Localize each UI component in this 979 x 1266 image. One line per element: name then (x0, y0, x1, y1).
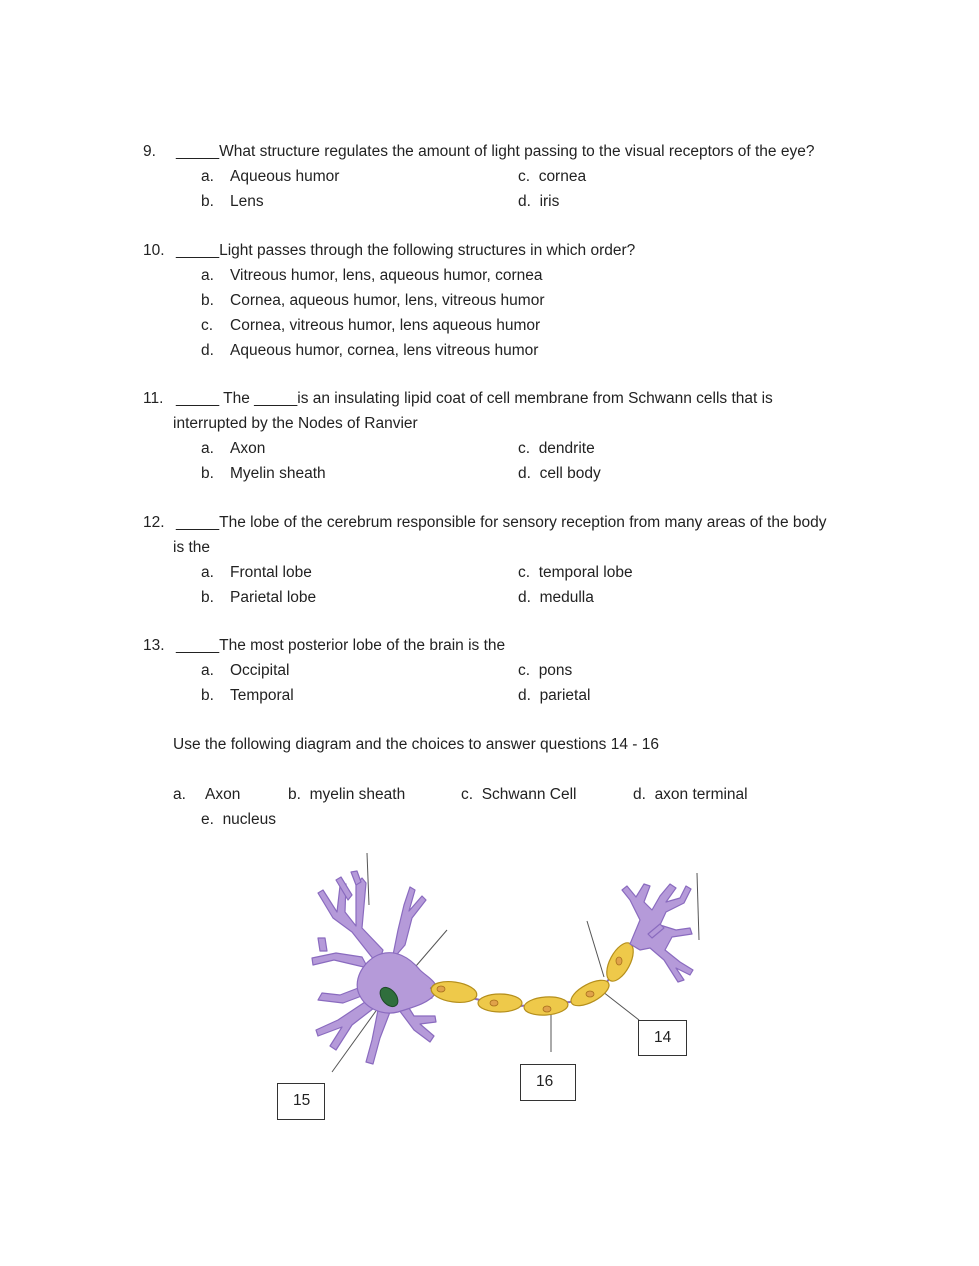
leader-line (367, 853, 369, 905)
choice-letter: b. (201, 687, 214, 704)
choice-text: Occipital (230, 662, 290, 679)
choice: c. dendrite (518, 440, 595, 457)
cell-body (312, 871, 436, 1064)
leader-line (697, 873, 699, 940)
label-box-16 (520, 1064, 576, 1101)
dendrite (318, 938, 327, 951)
leader-line (416, 930, 447, 966)
schwann-nucleus (437, 986, 445, 992)
schwann-cell (478, 994, 522, 1012)
choice-letter: b. (201, 292, 214, 309)
label-box-15 (277, 1083, 325, 1120)
myelin-sheath (430, 939, 639, 1017)
question-number: 10. (143, 242, 165, 259)
choice-text: Frontal lobe (230, 564, 312, 581)
diagram-instruction: Use the following diagram and the choices to answer questions 14 - 16 (173, 736, 659, 753)
diagram-choice-text: Axon (205, 786, 241, 803)
question-number: 13. (143, 637, 165, 654)
diagram-choice: e. nucleus (201, 811, 276, 828)
question-text-cont: is the (173, 539, 211, 556)
question-text-cont: interrupted by the Nodes of Ranvier (173, 415, 418, 432)
choice-letter: c. (201, 317, 214, 334)
choice-letter: a. (201, 440, 214, 457)
question-text: _____Light passes through the following structures in which order? (176, 242, 636, 259)
choice-text: Lens (230, 193, 264, 210)
diagram-choice: b. myelin sheath (288, 786, 406, 803)
schwann-nucleus (616, 957, 622, 965)
axon-terminal (622, 884, 693, 982)
dendrite (312, 953, 368, 968)
choice-text: Myelin sheath (230, 465, 326, 482)
choice-text: Cornea, vitreous humor, lens aqueous humor (230, 317, 541, 334)
choice-text: Temporal (230, 687, 294, 704)
choice: c. pons (518, 662, 573, 679)
choice-text: Aqueous humor, cornea, lens vitreous humor (230, 342, 539, 359)
dendrite (318, 878, 383, 965)
choice-letter: b. (201, 465, 214, 482)
schwann-cell (430, 979, 478, 1005)
choice-letter: b. (201, 589, 214, 606)
question-text: _____ The _____is an insulating lipid coat of cell membrane from Schwann cells that is (176, 390, 773, 407)
choice-text: Aqueous humor (230, 168, 340, 185)
diagram-choice: c. Schwann Cell (461, 786, 577, 803)
diagram-choice-letter: a. (173, 786, 186, 803)
leader-line (587, 921, 604, 977)
choice-text: Cornea, aqueous humor, lens, vitreous humor (230, 292, 545, 309)
question-number: 9. (143, 143, 156, 160)
choice-text: Parietal lobe (230, 589, 317, 606)
dendrite (392, 887, 426, 960)
schwann-nucleus (543, 1006, 551, 1012)
choice: c. cornea (518, 168, 587, 185)
question-text: _____The lobe of the cerebrum responsible for sensory reception from many areas of the body (176, 514, 827, 531)
label-box-14 (638, 1020, 687, 1056)
choice-letter: a. (201, 267, 214, 284)
diagram-choice: d. axon terminal (633, 786, 748, 803)
label-number: 15 (293, 1092, 311, 1109)
choice: d. parietal (518, 687, 591, 704)
choice-letter: d. (201, 342, 214, 359)
choice: c. temporal lobe (518, 564, 633, 581)
choice: d. cell body (518, 465, 601, 482)
question-number: 12. (143, 514, 165, 531)
choice: d. iris (518, 193, 560, 210)
choice-letter: a. (201, 662, 214, 679)
choice: b. (201, 193, 214, 210)
label-number: 16 (536, 1073, 554, 1090)
label-number: 14 (654, 1029, 672, 1046)
schwann-nucleus (586, 991, 594, 997)
choice: a. (201, 168, 214, 185)
question-text: _____The most posterior lobe of the brain is the (176, 637, 506, 654)
choice-text: Vitreous humor, lens, aqueous humor, cornea (230, 267, 543, 284)
question-number: 11. (143, 390, 164, 407)
dendrite (351, 871, 361, 885)
choice-text: Axon (230, 440, 266, 457)
schwann-nucleus (490, 1000, 498, 1006)
choice: d. medulla (518, 589, 594, 606)
dendrite (366, 1010, 390, 1064)
choice-letter: a. (201, 564, 214, 581)
question-text: _____What structure regulates the amount of light passing to the visual receptors of the eye? (176, 143, 815, 160)
